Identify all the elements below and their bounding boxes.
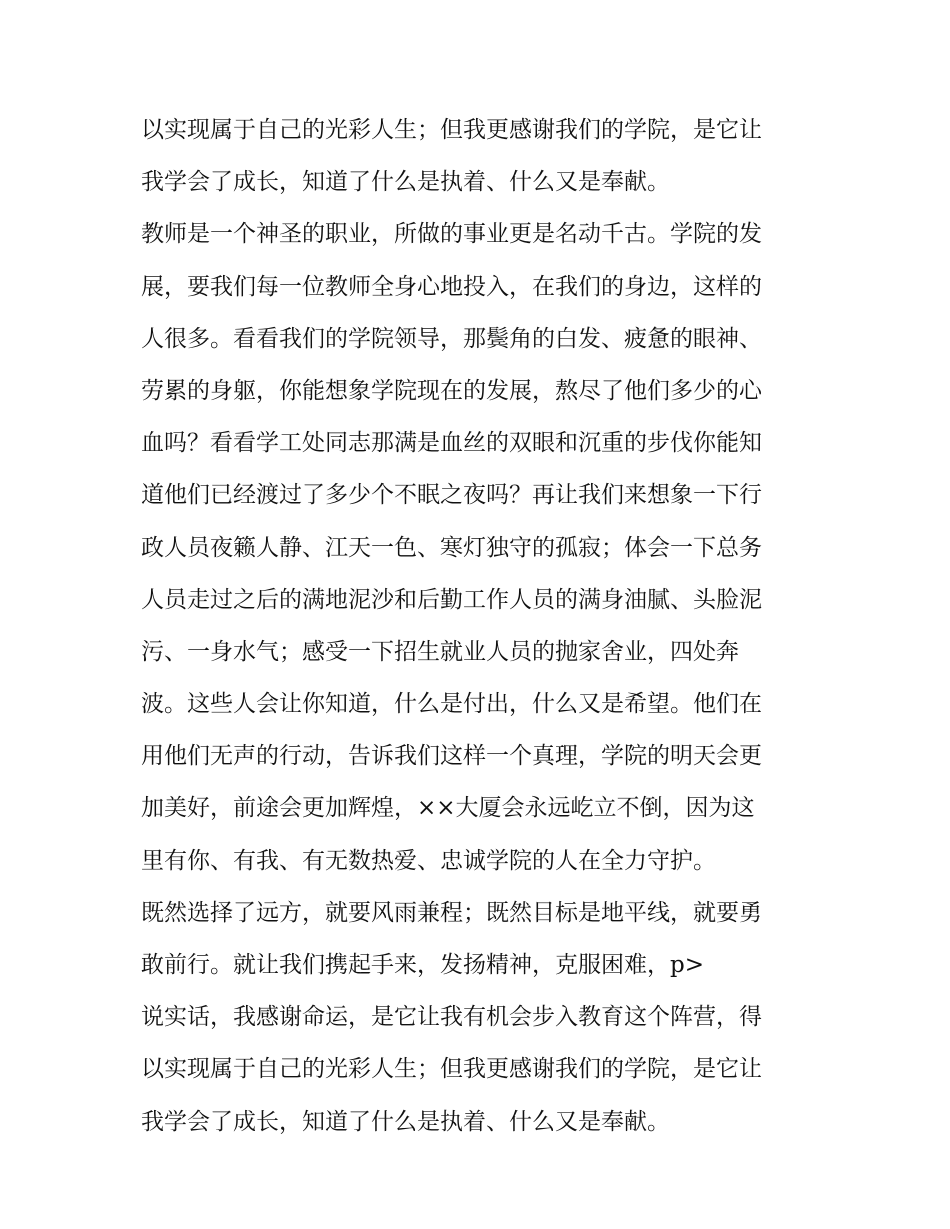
text-line: 既然选择了远方，就要风雨兼程；既然目标是地平线，就要勇	[141, 899, 762, 926]
text-line: 加美好，前途会更加辉煌，××大厦会永远屹立不倒，因为这	[141, 795, 755, 822]
text-line: 血吗？看看学工处同志那满是血丝的双眼和沉重的步伐你能知	[141, 430, 762, 457]
text-line: 敢前行。就让我们携起手来，发扬精神，克服困难，p>	[141, 952, 704, 978]
text-line: 劳累的身躯，你能想象学院现在的发展，熬尽了他们多少的心	[141, 377, 762, 404]
text-line: 人很多。看看我们的学院领导，那鬓角的白发、疲惫的眼神、	[141, 325, 762, 352]
text-line: 以实现属于自己的光彩人生；但我更感谢我们的学院，是它让	[141, 117, 762, 143]
text-line: 污、一身水气；感受一下招生就业人员的抛家舍业，四处奔	[141, 638, 739, 665]
text-line: 我学会了成长，知道了什么是执着、什么又是奉献。	[141, 1108, 670, 1135]
text-line: 教师是一个神圣的职业，所做的事业更是名动千古。学院的发	[141, 221, 762, 248]
document-body	[141, 104, 821, 1148]
text-line: 我学会了成长，知道了什么是执着、什么又是奉献。	[141, 169, 670, 196]
text-line: 道他们已经渡过了多少个不眠之夜吗？再让我们来想象一下行	[141, 482, 762, 509]
text-line: 说实话，我感谢命运，是它让我有机会步入教育这个阵营，得	[141, 1004, 762, 1031]
text-line: 展，要我们每一位教师全身心地投入，在我们的身边，这样的	[141, 273, 762, 300]
text-line: 波。这些人会让你知道，什么是付出，什么又是希望。他们在	[141, 691, 762, 718]
text-line: 人员走过之后的满地泥沙和后勤工作人员的满身油腻、头脸泥	[141, 586, 762, 613]
text-line: 以实现属于自己的光彩人生；但我更感谢我们的学院，是它让	[141, 1056, 762, 1083]
text-line: 用他们无声的行动，告诉我们这样一个真理，学院的明天会更	[141, 743, 762, 770]
text-line: 里有你、有我、有无数热爱、忠诚学院的人在全力守护。	[141, 847, 716, 874]
text-line: 政人员夜籁人静、江天一色、寒灯独守的孤寂；体会一下总务	[141, 534, 762, 561]
